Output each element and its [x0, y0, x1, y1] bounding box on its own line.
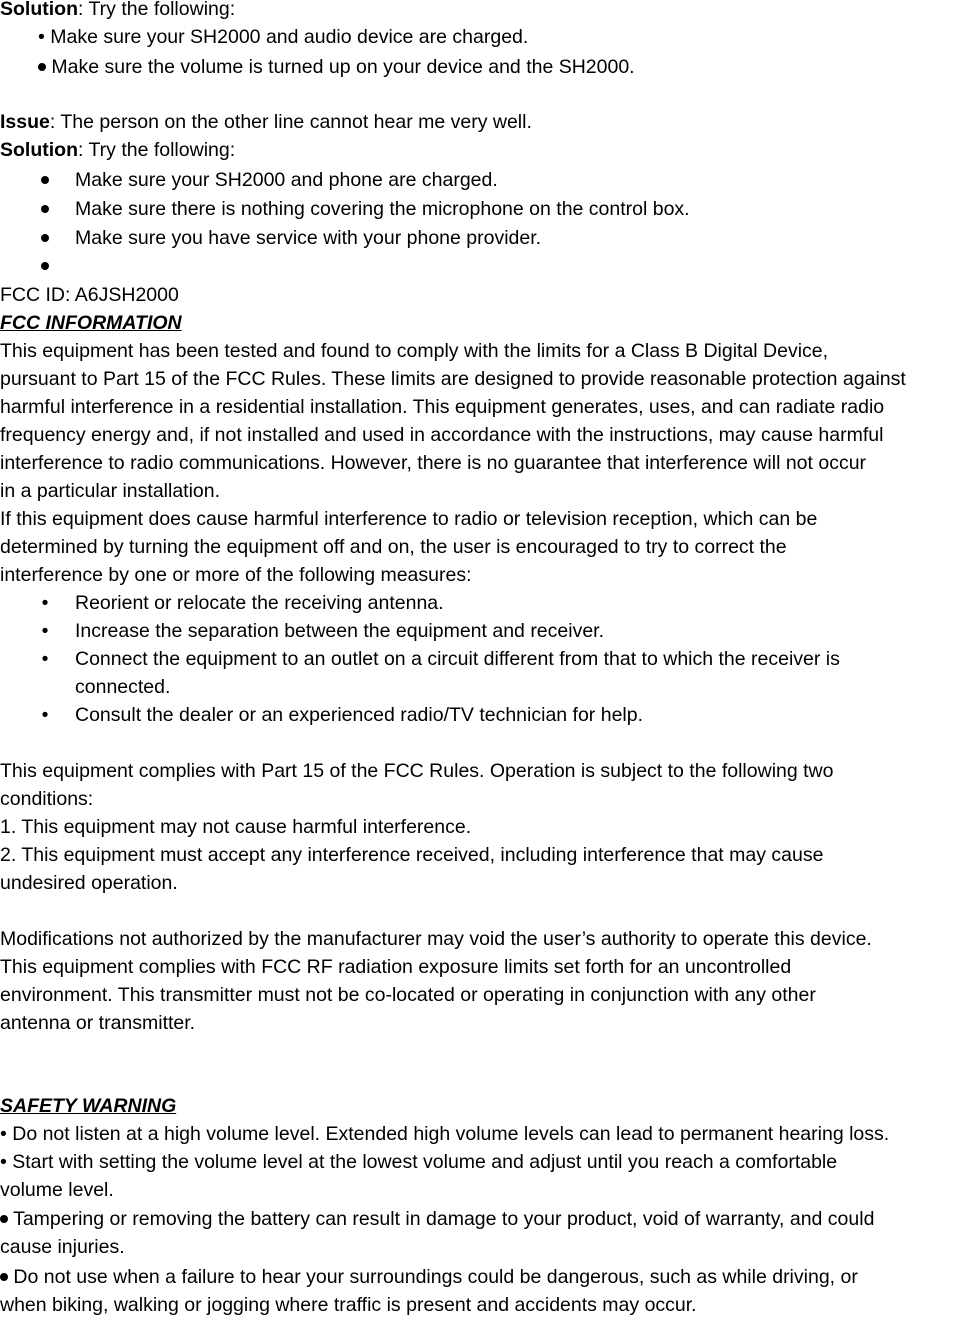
text-line: interference to radio communications. However, there is no guarantee that interference will not occur	[0, 452, 867, 474]
bullet-icon	[0, 1215, 8, 1223]
issue-text: : The person on the other line cannot hear me very well.	[49, 111, 532, 133]
solution-line-2	[0, 136, 235, 164]
solution-label: Solution	[0, 139, 78, 161]
list-item	[38, 53, 635, 81]
bullet-icon	[38, 63, 46, 71]
bullet-text: Make sure the volume is turned up on your device and the SH2000.	[51, 56, 635, 78]
text-line: This equipment has been tested and found to comply with the limits for a Class B Digital Device,	[0, 340, 829, 362]
text-line: 1. This equipment may not cause harmful interference.	[0, 816, 472, 838]
bullet-text: Tampering or removing the battery can result in damage to your product, void of warranty, and could	[13, 1208, 875, 1230]
text-line: undesired operation.	[0, 872, 178, 894]
text-line: frequency energy and, if not installed and used in accordance with the instructions, may cause harmful	[0, 424, 884, 446]
bullet-icon	[41, 205, 49, 213]
text-line: • Do not listen at a high volume level. Extended high volume levels can lead to permanent hearing loss.	[0, 1123, 890, 1145]
bullet-icon	[0, 1273, 8, 1281]
text-line: interference by one or more of the following measures:	[0, 564, 472, 586]
bullet-icon: •	[41, 648, 49, 670]
issue-line	[0, 108, 532, 136]
text-line: volume level.	[0, 1179, 114, 1201]
bullet-icon	[41, 176, 49, 184]
fcc-id: FCC ID: A6JSH2000	[0, 284, 179, 306]
list-item	[0, 1205, 874, 1233]
text-line: conditions:	[0, 788, 94, 810]
text-line: antenna or transmitter.	[0, 1012, 196, 1034]
bullet-icon: •	[41, 704, 49, 726]
text-line: This equipment complies with Part 15 of the FCC Rules. Operation is subject to the following two	[0, 760, 834, 782]
safety-heading: SAFETY WARNING	[0, 1095, 177, 1117]
text-line: If this equipment does cause harmful interference to radio or television reception, which can be	[0, 508, 818, 530]
text-line: This equipment complies with FCC RF radiation exposure limits set forth for an uncontrolled	[0, 956, 792, 978]
text-line: when biking, walking or jogging where traffic is present and accidents may occur.	[0, 1294, 697, 1316]
bullet-text: Increase the separation between the equipment and receiver.	[75, 620, 605, 642]
solution-label: Solution	[0, 0, 78, 20]
text-line: Modifications not authorized by the manufacturer may void the user’s authority to operate this device.	[0, 928, 872, 950]
bullet-text: Consult the dealer or an experienced radio/TV technician for help.	[75, 704, 644, 726]
bullet-text: Do not use when a failure to hear your surroundings could be dangerous, such as while driving, or	[13, 1266, 858, 1288]
solution-text: : Try the following:	[77, 139, 236, 161]
bullet-icon	[41, 234, 49, 242]
bullet-icon: •	[41, 592, 49, 614]
bullet-text: Make sure you have service with your phone provider.	[75, 227, 542, 249]
bullet-text: Make sure there is nothing covering the microphone on the control box.	[75, 198, 690, 220]
bullet-text: connected.	[75, 676, 171, 698]
text-line: environment. This transmitter must not be co-located or operating in conjunction with any other	[0, 984, 816, 1006]
bullet-text: Make sure your SH2000 and audio device are charged.	[50, 26, 529, 48]
text-line: cause injuries.	[0, 1236, 125, 1258]
bullet-text: Make sure your SH2000 and phone are charged.	[75, 169, 498, 191]
list-item: • Make sure your SH2000 and audio device are charged.	[38, 26, 529, 48]
solution-text: : Try the following:	[77, 0, 236, 20]
bullet-icon: •	[41, 620, 49, 642]
bullet-icon	[41, 262, 49, 270]
text-line: in a particular installation.	[0, 480, 221, 502]
text-line: harmful interference in a residential installation. This equipment generates, uses, and can radiate radio	[0, 396, 885, 418]
text-line: • Start with setting the volume level at the lowest volume and adjust until you reach a comfortable	[0, 1151, 838, 1173]
text-line: pursuant to Part 15 of the FCC Rules. These limits are designed to provide reasonable protection against	[0, 368, 906, 390]
solution-line-1	[0, 0, 235, 23]
text-line: 2. This equipment must accept any interference received, including interference that may cause	[0, 844, 824, 866]
bullet-text: Reorient or relocate the receiving antenna.	[75, 592, 444, 614]
fcc-heading: FCC INFORMATION	[0, 312, 182, 334]
text-line: determined by turning the equipment off and on, the user is encouraged to try to correct the	[0, 536, 787, 558]
list-item	[0, 1263, 858, 1291]
bullet-text: Connect the equipment to an outlet on a circuit different from that to which the receiver is	[75, 648, 840, 670]
issue-label: Issue	[0, 111, 50, 133]
